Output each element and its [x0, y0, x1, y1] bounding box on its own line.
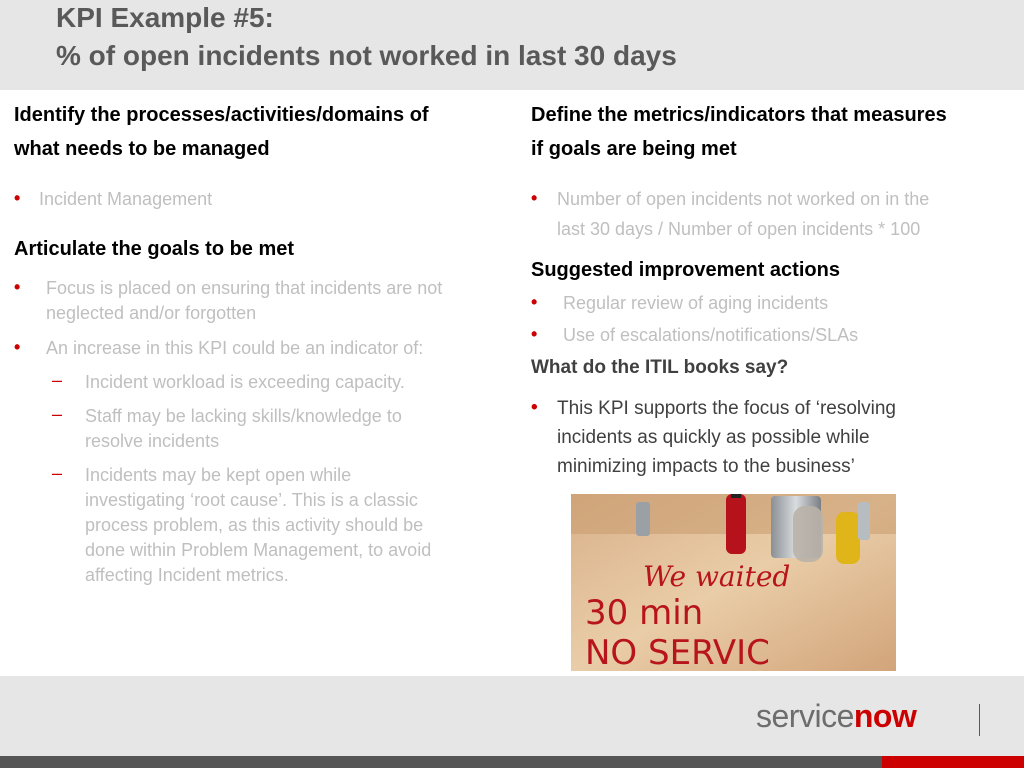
subbullet-text: Incident workload is exceeding capacity.: [85, 372, 405, 392]
dash-icon: –: [52, 463, 63, 483]
bullet-dot-icon: •: [14, 337, 21, 357]
slide-title-line2: % of open incidents not worked in last 30 days: [56, 40, 677, 71]
photo-we-waited-no-service: [571, 494, 896, 671]
left-heading-1-line1: Identify the processes/activities/domains of: [14, 104, 429, 126]
subbullet-text-line3: process problem, as this activity should be: [85, 515, 424, 535]
bullet-text: An increase in this KPI could be an indicator of:: [46, 338, 424, 358]
logo-part-service: service: [756, 698, 854, 734]
bullet-dot-icon: •: [531, 397, 538, 418]
left-heading-1-line2: what needs to be managed: [14, 138, 270, 160]
bottom-bar: [0, 756, 882, 768]
subbullet-text-line5: affecting Incident metrics.: [85, 565, 289, 585]
bullet-text-line1: Number of open incidents not worked on in the: [557, 189, 930, 209]
bullet-text-line2: neglected and/or forgotten: [46, 303, 257, 323]
photo-text-line2: 30 min: [585, 593, 704, 633]
bullet-dot-icon: •: [531, 188, 538, 208]
logo-divider: [979, 704, 980, 736]
shaker-icon: [636, 502, 650, 536]
dash-icon: –: [52, 370, 63, 390]
title-band: [0, 0, 1024, 90]
ketchup-bottle-icon: [726, 494, 746, 554]
bullet-text-line1: Focus is placed on ensuring that incidents are not: [46, 278, 443, 298]
dash-icon: –: [52, 404, 63, 424]
bullet-text: Incident Management: [39, 189, 213, 209]
bullet-text-line3: minimizing impacts to the business’: [557, 456, 855, 477]
right-heading-2: Suggested improvement actions: [531, 259, 840, 281]
bullet-dot-icon: •: [14, 277, 21, 297]
photo-text-line3: NO SERVIC: [585, 633, 770, 671]
pepper-shaker-icon: [858, 502, 870, 540]
right-heading-3: What do the ITIL books say?: [531, 357, 789, 378]
servicenow-logo: [756, 698, 916, 735]
subbullet-text-line2: investigating ‘root cause’. This is a classic: [85, 490, 418, 510]
bullet-text: Use of escalations/notifications/SLAs: [563, 325, 859, 345]
slide-title-line1: KPI Example #5:: [56, 2, 274, 33]
bullet-dot-icon: •: [531, 324, 538, 344]
bullet-text: Regular review of aging incidents: [563, 293, 829, 313]
bullet-dot-icon: •: [531, 292, 538, 312]
left-heading-2: Articulate the goals to be met: [14, 238, 295, 260]
bullet-text-line2: last 30 days / Number of open incidents * 100: [557, 219, 921, 239]
bullet-text-line2: incidents as quickly as possible while: [557, 427, 870, 448]
bullet-dot-icon: •: [14, 188, 21, 208]
subbullet-text-line2: resolve incidents: [85, 431, 220, 451]
mustard-bottle-icon: [836, 512, 860, 564]
subbullet-text-line1: Incidents may be kept open while: [85, 465, 352, 485]
subbullet-text-line1: Staff may be lacking skills/knowledge to: [85, 406, 402, 426]
photo-text-line1: We waited: [643, 560, 791, 593]
right-heading-1-line1: Define the metrics/indicators that measures: [531, 104, 947, 126]
subbullet-text-line4: done within Problem Management, to avoid: [85, 540, 432, 560]
bottom-accent-bar: [882, 756, 1024, 768]
logo-part-now: now: [853, 698, 917, 734]
right-heading-1-line2: if goals are being met: [531, 138, 737, 160]
bullet-text-line1: This KPI supports the focus of ‘resolving: [557, 398, 896, 419]
photo-illustration: [571, 494, 896, 671]
